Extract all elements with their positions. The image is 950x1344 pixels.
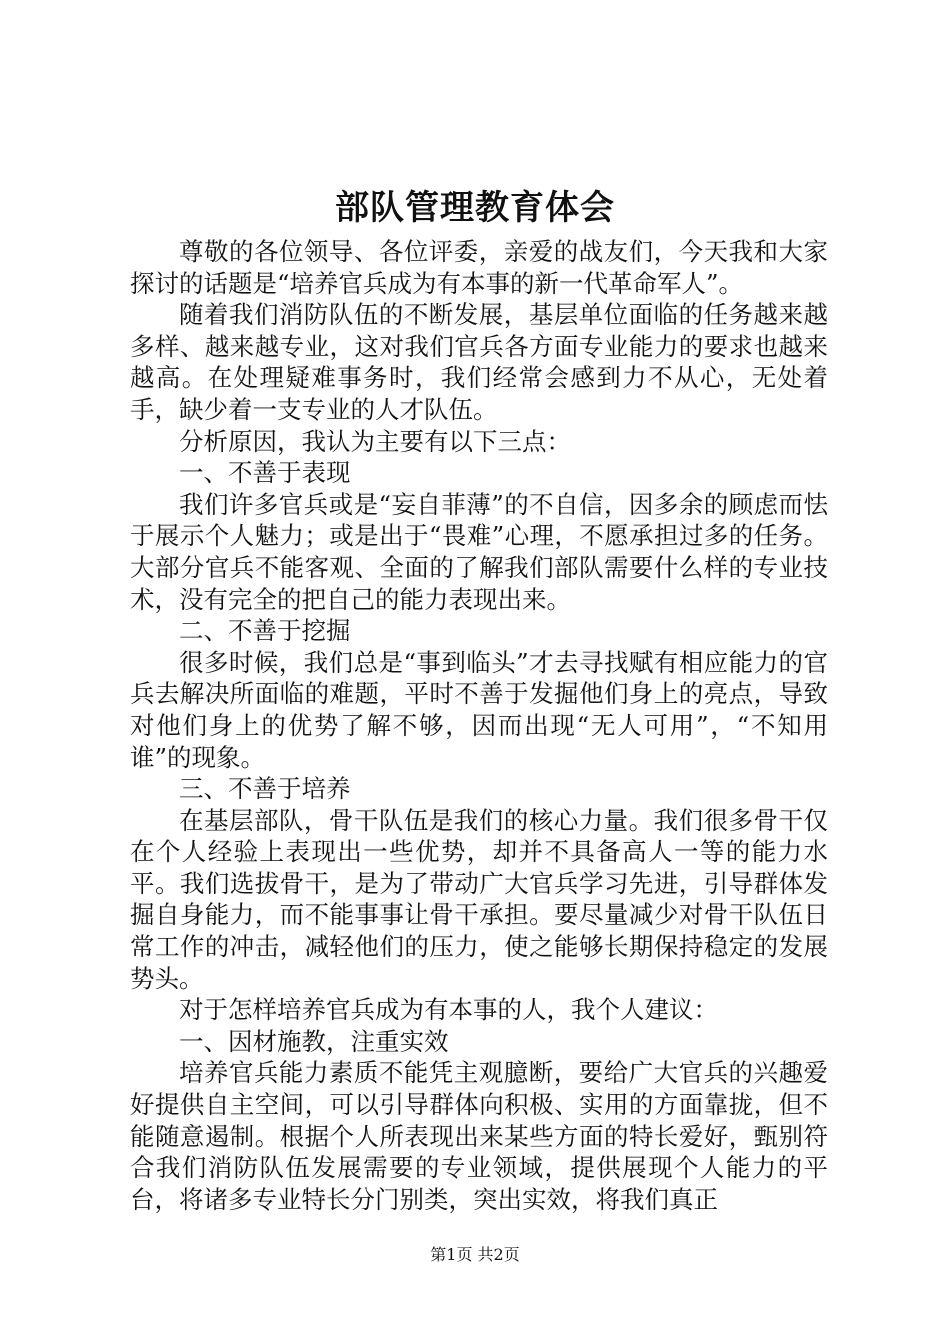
document-body [130, 236, 828, 1215]
paragraph-background: 随着我们消防队伍的不断发展，基层单位面临的任务越来越多样、越来越专业，这对我们官兵各方面专业能力的要求也越来越高。在处理疑难事务时，我们经常会感到力不从心，无处着手，缺少着一支专业的人才队伍。 [130, 300, 828, 424]
paragraph-suggestion-1: 培养官兵能力素质不能凭主观臆断，要给广大官兵的兴趣爱好提供自主空间，可以引导群体向积极、实用的方面靠拢，但不能随意遏制。根据个人所表现出来某些方面的特长爱好，甄别符合我们消防队伍发展需要的专业领域，提供展现个人能力的平台，将诸多专业特长分门别类，突出实效，将我们真正 [130, 1058, 828, 1214]
heading-reason-2: 二、不善于挖掘 [179, 616, 351, 646]
paragraph-greeting: 尊敬的各位领导、各位评委，亲爱的战友们，今天我和大家探讨的话题是“培养官兵成为有本事的新一代革命军人”。 [130, 237, 828, 298]
heading-reason-1: 一、不善于表现 [179, 458, 351, 488]
paragraph-suggestion-intro: 对于怎样培养官兵成为有本事的人，我个人建议： [179, 995, 718, 1025]
paragraph-reason-2: 很多时候，我们总是“事到临头”才去寻找赋有相应能力的官兵去解决所面临的难题，平时不善于发掘他们身上的亮点，导致对他们身上的优势了解不够，因而出现“无人可用”，“不知用谁”的现象。 [130, 647, 828, 772]
document-title: 部队管理教育体会 [335, 188, 615, 228]
paragraph-analysis-intro: 分析原因，我认为主要有以下三点： [179, 426, 571, 456]
heading-reason-3: 三、不善于培养 [179, 774, 351, 804]
paragraph-reason-3: 在基层部队，骨干队伍是我们的核心力量。我们很多骨干仅在个人经验上表现出一些优势，却并不具备高人一等的能力水平。我们选拔骨干，是为了带动广大官兵学习先进，引导群体发掘自身能力，而不能事事让骨干承担。要尽量减少对骨干队伍日常工作的冲击，减轻他们的压力，使之能够长期保持稳定的发展势头。 [130, 805, 828, 993]
paragraph-reason-1: 我们许多官兵或是“妄自菲薄”的不自信，因多余的顾虑而怯于展示个人魅力；或是出于“畏难”心理，不愿承担过多的任务。大部分官兵不能客观、全面的了解我们部队需要什么样的专业技术，没有完全的把自己的能力表现出来。 [130, 489, 828, 614]
heading-suggestion-1: 一、因材施教，注重实效 [179, 1026, 449, 1056]
page-number-footer: 第1页 共2页 [430, 1245, 520, 1264]
